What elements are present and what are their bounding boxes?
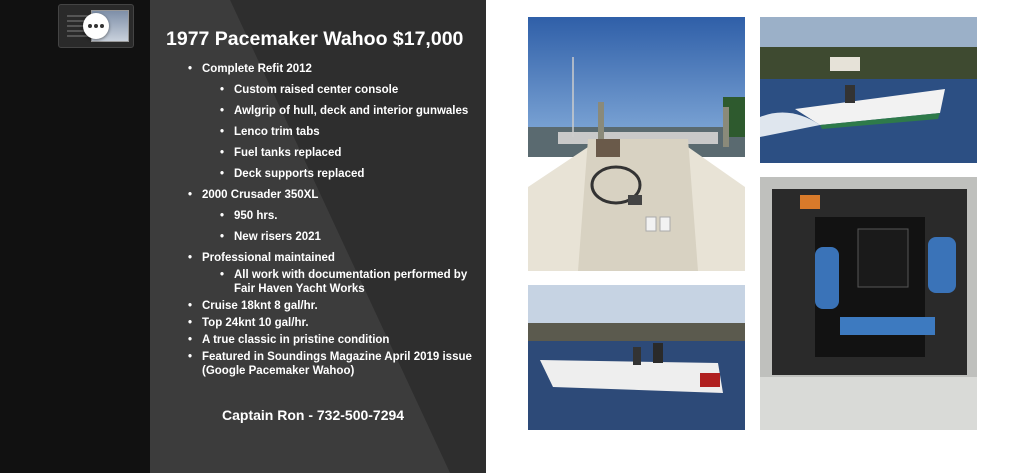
slide-title: 1977 Pacemaker Wahoo $17,000 xyxy=(166,28,464,50)
bullet-item: • A true classic in pristine condition xyxy=(188,333,480,347)
slide-photo-panel xyxy=(486,0,1024,473)
bullet-item: • Top 24knt 10 gal/hr. xyxy=(188,316,480,330)
bullet-list xyxy=(188,62,480,381)
console-photo xyxy=(528,17,745,271)
bullet-item: • Deck supports replaced xyxy=(220,167,480,181)
bullet-item: • Fuel tanks replaced xyxy=(220,146,480,160)
contact-line: Captain Ron - 732-500-7294 xyxy=(222,407,405,423)
bullet-item: • Awlgrip of hull, deck and interior gunwales xyxy=(220,104,480,118)
bullet-item: • 2000 Crusader 350XL xyxy=(188,188,480,202)
more-horizontal-icon xyxy=(88,24,92,28)
bullet-item: • Cruise 18knt 8 gal/hr. xyxy=(188,299,480,313)
boat-underway-photo xyxy=(760,17,977,163)
bullet-item: • Featured in Soundings Magazine April 2019 issue (Google Pacemaker Wahoo) xyxy=(188,350,480,378)
bullet-item: • 950 hrs. xyxy=(220,209,480,223)
engine-photo xyxy=(760,177,977,430)
bullet-item: • New risers 2021 xyxy=(220,230,480,244)
more-options-button[interactable] xyxy=(83,13,109,39)
boat-bay-photo xyxy=(528,285,745,430)
bullet-item: • Custom raised center console xyxy=(220,83,480,97)
bullet-item: • All work with documentation performed by Fair Haven Yacht Works xyxy=(220,268,480,296)
bullet-item: • Professional maintained xyxy=(188,251,480,265)
bullet-item: • Complete Refit 2012 xyxy=(188,62,480,76)
thumbnail-panel xyxy=(0,0,150,473)
bullet-item: • Lenco trim tabs xyxy=(220,125,480,139)
slide-text-panel xyxy=(150,0,486,473)
